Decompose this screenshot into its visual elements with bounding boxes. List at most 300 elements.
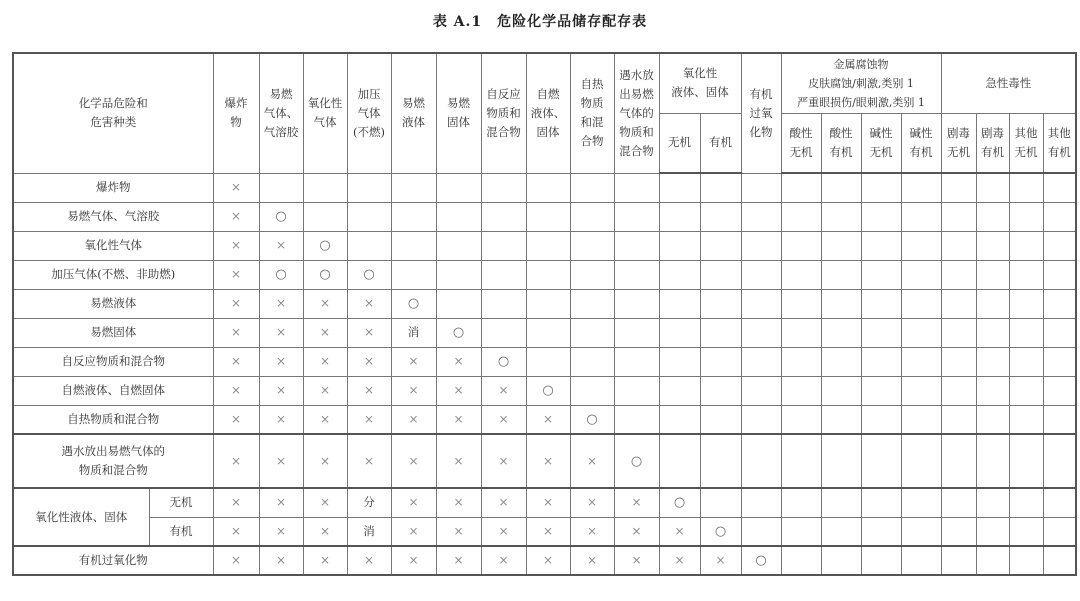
- incompatible-mark: ×: [213, 434, 259, 488]
- empty-cell: [614, 376, 659, 405]
- empty-cell: [976, 405, 1009, 434]
- empty-cell: [901, 546, 941, 575]
- empty-cell: [821, 231, 861, 260]
- incompatible-mark: ×: [213, 231, 259, 260]
- empty-cell: [1043, 231, 1076, 260]
- empty-cell: [976, 318, 1009, 347]
- empty-cell: [436, 202, 481, 231]
- empty-cell: [700, 376, 741, 405]
- header-text-line: 液体、固体: [671, 85, 729, 100]
- incompatible-mark: ×: [391, 546, 436, 575]
- empty-cell: [659, 231, 700, 260]
- header-text-line: 有机: [749, 86, 773, 101]
- empty-cell: [781, 517, 821, 546]
- empty-cell: [941, 517, 976, 546]
- empty-cell: [941, 434, 976, 488]
- empty-cell: [526, 202, 570, 231]
- table-row: [13, 546, 1076, 575]
- header-text-line: 爆炸: [224, 96, 248, 111]
- empty-cell: [941, 347, 976, 376]
- empty-cell: [659, 405, 700, 434]
- empty-cell: [821, 488, 861, 517]
- empty-cell: [1043, 546, 1076, 575]
- incompatible-mark: ×: [347, 318, 391, 347]
- header-column: [614, 53, 659, 173]
- compatible-mark: ○: [570, 405, 614, 434]
- header-text-line: 物质: [580, 96, 604, 111]
- empty-cell: [861, 318, 901, 347]
- empty-cell: [976, 434, 1009, 488]
- header-text-line: 无机: [789, 144, 813, 159]
- empty-cell: [570, 318, 614, 347]
- header-column: [347, 53, 391, 173]
- empty-cell: [481, 318, 526, 347]
- incompatible-mark: ×: [614, 546, 659, 575]
- header-text-line: 自反应: [486, 86, 521, 101]
- incompatible-mark: ×: [700, 546, 741, 575]
- incompatible-mark: ×: [303, 405, 347, 434]
- empty-cell: [861, 517, 901, 546]
- empty-cell: [259, 173, 303, 202]
- empty-cell: [391, 231, 436, 260]
- empty-cell: [821, 202, 861, 231]
- incompatible-mark: ×: [436, 434, 481, 488]
- incompatible-mark: ×: [347, 347, 391, 376]
- header-text-line: 液体、: [530, 105, 566, 120]
- empty-cell: [941, 202, 976, 231]
- empty-cell: [941, 488, 976, 517]
- empty-cell: [741, 173, 781, 202]
- empty-cell: [1043, 405, 1076, 434]
- header-text-line: 物质和: [619, 124, 654, 139]
- header-column: [436, 53, 481, 173]
- header-oxidizing-sub: 无机: [659, 113, 700, 173]
- incompatible-mark: ×: [391, 405, 436, 434]
- header-corrosive-sub: [821, 113, 861, 173]
- header-text-line: 酸性: [829, 125, 853, 140]
- empty-cell: [741, 231, 781, 260]
- empty-cell: [570, 173, 614, 202]
- incompatible-mark: ×: [526, 517, 570, 546]
- header-text-line: 其他: [1014, 125, 1038, 140]
- empty-cell: [901, 231, 941, 260]
- incompatible-mark: ×: [614, 488, 659, 517]
- incompatible-mark: ×: [391, 434, 436, 488]
- empty-cell: [1043, 260, 1076, 289]
- row-label: 易燃液体: [13, 289, 213, 318]
- empty-cell: [821, 260, 861, 289]
- header-corrosive-sub: [781, 113, 821, 173]
- compatible-mark: ○: [526, 376, 570, 405]
- empty-cell: [1043, 173, 1076, 202]
- compatible-mark: ○: [659, 488, 700, 517]
- empty-cell: [614, 347, 659, 376]
- table-row: [13, 517, 1076, 546]
- header-text-line: 液体: [402, 115, 425, 130]
- empty-cell: [1043, 347, 1076, 376]
- empty-cell: [821, 546, 861, 575]
- header-column: [303, 53, 347, 173]
- empty-cell: [614, 173, 659, 202]
- empty-cell: [614, 260, 659, 289]
- row-label: 有机过氧化物: [13, 546, 213, 575]
- empty-cell: [741, 488, 781, 517]
- empty-cell: [941, 231, 976, 260]
- header-text-line: 易燃: [269, 86, 293, 101]
- empty-cell: [526, 289, 570, 318]
- incompatible-mark: ×: [570, 517, 614, 546]
- empty-cell: [941, 405, 976, 434]
- incompatible-mark: ×: [303, 289, 347, 318]
- empty-cell: [391, 173, 436, 202]
- empty-cell: [741, 289, 781, 318]
- table-row: [13, 488, 1076, 517]
- empty-cell: [741, 517, 781, 546]
- empty-cell: [821, 376, 861, 405]
- compatible-mark: ○: [303, 231, 347, 260]
- header-toxic-sub: [1009, 113, 1043, 173]
- incompatible-mark: ×: [391, 347, 436, 376]
- header-text-line: 剧毒: [981, 125, 1005, 140]
- row-label-line: 物质和混合物: [78, 463, 148, 477]
- incompatible-mark: ×: [570, 546, 614, 575]
- empty-cell: [941, 289, 976, 318]
- header-text-line: 无机: [1014, 144, 1038, 159]
- incompatible-mark: ×: [259, 347, 303, 376]
- incompatible-mark: ×: [436, 517, 481, 546]
- empty-cell: [976, 173, 1009, 202]
- header-text-line: 有机: [909, 144, 933, 159]
- incompatible-mark: ×: [259, 405, 303, 434]
- incompatible-mark: ×: [213, 202, 259, 231]
- header-text-line: 碱性: [869, 125, 893, 140]
- empty-cell: [659, 318, 700, 347]
- row-sublabel: 有机: [149, 517, 213, 546]
- table-row: [13, 202, 1076, 231]
- empty-cell: [659, 376, 700, 405]
- incompatible-mark: ×: [391, 376, 436, 405]
- incompatible-mark: ×: [436, 347, 481, 376]
- empty-cell: [976, 289, 1009, 318]
- incompatible-mark: ×: [259, 434, 303, 488]
- header-text-line: 化物: [749, 124, 773, 139]
- incompatible-mark: ×: [526, 488, 570, 517]
- header-text-line: 混合物: [619, 143, 654, 158]
- empty-cell: [976, 517, 1009, 546]
- header-oxidizing-group: [659, 53, 741, 113]
- table-row: [13, 376, 1076, 405]
- empty-cell: [741, 405, 781, 434]
- empty-cell: [1009, 376, 1043, 405]
- incompatible-mark: ×: [659, 517, 700, 546]
- empty-cell: [1009, 405, 1043, 434]
- table-row: [13, 173, 1076, 202]
- empty-cell: [901, 376, 941, 405]
- header-text-line: 气溶胶: [263, 124, 299, 139]
- header-text-line: 氧化性: [307, 96, 343, 111]
- header-text-line: 出易燃: [619, 86, 654, 101]
- empty-cell: [861, 376, 901, 405]
- incompatible-mark: ×: [481, 546, 526, 575]
- empty-cell: [303, 173, 347, 202]
- empty-cell: [821, 517, 861, 546]
- empty-cell: [700, 289, 741, 318]
- incompatible-mark: ×: [213, 488, 259, 517]
- empty-cell: [1043, 434, 1076, 488]
- incompatible-mark: ×: [347, 546, 391, 575]
- empty-cell: [741, 260, 781, 289]
- header-text-line: 酸性: [789, 125, 813, 140]
- header-text-line: 易燃: [447, 96, 470, 111]
- empty-cell: [1009, 202, 1043, 231]
- empty-cell: [481, 231, 526, 260]
- empty-cell: [861, 231, 901, 260]
- conditional-mark: 分: [347, 488, 391, 517]
- empty-cell: [570, 376, 614, 405]
- incompatible-mark: ×: [391, 488, 436, 517]
- empty-cell: [976, 260, 1009, 289]
- empty-cell: [526, 318, 570, 347]
- empty-cell: [901, 202, 941, 231]
- empty-cell: [700, 488, 741, 517]
- incompatible-mark: ×: [213, 318, 259, 347]
- incompatible-mark: ×: [259, 376, 303, 405]
- incompatible-mark: ×: [436, 488, 481, 517]
- incompatible-mark: ×: [213, 347, 259, 376]
- header-text-line: 氧化性: [682, 66, 718, 81]
- header-text-line: 气体: [357, 105, 381, 120]
- empty-cell: [976, 347, 1009, 376]
- empty-cell: [1009, 231, 1043, 260]
- empty-cell: [526, 231, 570, 260]
- empty-cell: [1009, 546, 1043, 575]
- header-text-line: 危害种类: [90, 115, 137, 130]
- empty-cell: [781, 405, 821, 434]
- header-toxic-sub: [941, 113, 976, 173]
- header-text-line: 严重眼损伤/眼刺激,类别 1: [797, 95, 925, 109]
- header-column: [481, 53, 526, 173]
- header-text-line: 混合物: [486, 124, 521, 139]
- empty-cell: [901, 488, 941, 517]
- empty-cell: [861, 202, 901, 231]
- empty-cell: [1009, 318, 1043, 347]
- empty-cell: [976, 488, 1009, 517]
- incompatible-mark: ×: [347, 376, 391, 405]
- header-column: [570, 53, 614, 173]
- empty-cell: [1009, 488, 1043, 517]
- incompatible-mark: ×: [526, 546, 570, 575]
- header-text-line: 化学品危险和: [78, 96, 148, 111]
- incompatible-mark: ×: [481, 488, 526, 517]
- empty-cell: [481, 173, 526, 202]
- compatible-mark: ○: [347, 260, 391, 289]
- empty-cell: [659, 202, 700, 231]
- empty-cell: [1043, 318, 1076, 347]
- empty-cell: [1009, 434, 1043, 488]
- empty-cell: [570, 231, 614, 260]
- empty-cell: [741, 202, 781, 231]
- header-text-line: (不燃): [353, 124, 385, 139]
- empty-cell: [821, 173, 861, 202]
- header-column: [259, 53, 303, 173]
- row-label: 自热物质和混合物: [13, 405, 213, 434]
- compatible-mark: ○: [259, 202, 303, 231]
- incompatible-mark: ×: [659, 546, 700, 575]
- incompatible-mark: ×: [303, 517, 347, 546]
- empty-cell: [526, 347, 570, 376]
- header-text-line: 物: [230, 115, 242, 130]
- empty-cell: [391, 202, 436, 231]
- empty-cell: [901, 260, 941, 289]
- incompatible-mark: ×: [259, 231, 303, 260]
- empty-cell: [1043, 488, 1076, 517]
- empty-cell: [481, 202, 526, 231]
- empty-cell: [526, 173, 570, 202]
- empty-cell: [781, 202, 821, 231]
- header-text-line: 其他: [1047, 125, 1071, 140]
- row-label: 自燃液体、自燃固体: [13, 376, 213, 405]
- empty-cell: [614, 202, 659, 231]
- header-text-line: 无机: [869, 144, 893, 159]
- incompatible-mark: ×: [347, 289, 391, 318]
- empty-cell: [436, 231, 481, 260]
- incompatible-mark: ×: [303, 546, 347, 575]
- incompatible-mark: ×: [213, 546, 259, 575]
- row-label: 易燃气体、气溶胶: [13, 202, 213, 231]
- empty-cell: [781, 260, 821, 289]
- incompatible-mark: ×: [259, 546, 303, 575]
- header-text-line: 气体: [313, 115, 337, 130]
- empty-cell: [901, 173, 941, 202]
- empty-cell: [821, 405, 861, 434]
- header-text-line: 过氧: [749, 105, 773, 120]
- table-row: [13, 434, 1076, 488]
- empty-cell: [976, 202, 1009, 231]
- empty-cell: [861, 546, 901, 575]
- compatible-mark: ○: [700, 517, 741, 546]
- table-row: [13, 405, 1076, 434]
- empty-cell: [303, 202, 347, 231]
- incompatible-mark: ×: [391, 517, 436, 546]
- empty-cell: [861, 260, 901, 289]
- header-text-line: 自燃: [536, 86, 560, 101]
- header-text-line: 合物: [580, 134, 604, 149]
- empty-cell: [741, 347, 781, 376]
- header-text-line: 碱性: [909, 125, 933, 140]
- empty-cell: [614, 318, 659, 347]
- row-label: 易燃固体: [13, 318, 213, 347]
- empty-cell: [901, 289, 941, 318]
- row-sublabel: 无机: [149, 488, 213, 517]
- empty-cell: [901, 517, 941, 546]
- incompatible-mark: ×: [481, 517, 526, 546]
- header-organic-peroxide: [741, 53, 781, 173]
- empty-cell: [659, 289, 700, 318]
- empty-cell: [976, 231, 1009, 260]
- empty-cell: [700, 202, 741, 231]
- row-label: 爆炸物: [13, 173, 213, 202]
- incompatible-mark: ×: [526, 405, 570, 434]
- empty-cell: [941, 173, 976, 202]
- header-text-line: 和混: [580, 115, 604, 130]
- empty-cell: [700, 173, 741, 202]
- incompatible-mark: ×: [347, 405, 391, 434]
- empty-cell: [781, 434, 821, 488]
- incompatible-mark: ×: [614, 517, 659, 546]
- empty-cell: [741, 318, 781, 347]
- empty-cell: [700, 231, 741, 260]
- empty-cell: [347, 202, 391, 231]
- header-corrosive-sub: [901, 113, 941, 173]
- empty-cell: [821, 318, 861, 347]
- compatible-mark: ○: [303, 260, 347, 289]
- empty-cell: [821, 434, 861, 488]
- header-acute-toxicity-group: 急性毒性: [941, 53, 1076, 113]
- empty-cell: [976, 376, 1009, 405]
- empty-cell: [436, 289, 481, 318]
- header-text-line: 气体的: [619, 105, 654, 120]
- table-row: [13, 231, 1076, 260]
- header-text-line: 加压: [357, 86, 381, 101]
- storage-compatibility-table: [12, 52, 1077, 576]
- empty-cell: [781, 546, 821, 575]
- header-text-line: 皮肤腐蚀/刺激,类别 1: [808, 76, 914, 90]
- empty-cell: [1043, 289, 1076, 318]
- empty-cell: [700, 260, 741, 289]
- incompatible-mark: ×: [481, 376, 526, 405]
- header-text-line: 气体、: [263, 105, 299, 120]
- header-text-line: 固体: [536, 124, 560, 139]
- empty-cell: [347, 173, 391, 202]
- incompatible-mark: ×: [259, 517, 303, 546]
- header-column: [526, 53, 570, 173]
- empty-cell: [781, 231, 821, 260]
- header-corrosive-sub: [861, 113, 901, 173]
- empty-cell: [526, 260, 570, 289]
- empty-cell: [659, 173, 700, 202]
- table-row: [13, 260, 1076, 289]
- empty-cell: [741, 434, 781, 488]
- empty-cell: [570, 202, 614, 231]
- header-text-line: 无机: [947, 144, 971, 159]
- empty-cell: [1009, 260, 1043, 289]
- incompatible-mark: ×: [213, 405, 259, 434]
- header-text-line: 有机: [981, 144, 1005, 159]
- empty-cell: [1009, 289, 1043, 318]
- empty-cell: [436, 173, 481, 202]
- header-corrosive-group: [781, 53, 941, 113]
- header-column: [391, 53, 436, 173]
- empty-cell: [941, 376, 976, 405]
- incompatible-mark: ×: [213, 517, 259, 546]
- incompatible-mark: ×: [303, 434, 347, 488]
- table-row: [13, 318, 1076, 347]
- header-text-line: 固体: [447, 115, 470, 130]
- incompatible-mark: ×: [526, 434, 570, 488]
- incompatible-mark: ×: [213, 260, 259, 289]
- empty-cell: [659, 347, 700, 376]
- incompatible-mark: ×: [303, 376, 347, 405]
- incompatible-mark: ×: [570, 488, 614, 517]
- row-label-line: 遇水放出易燃气体的: [61, 444, 165, 458]
- empty-cell: [700, 405, 741, 434]
- empty-cell: [659, 434, 700, 488]
- header-text-line: 有机: [1047, 144, 1071, 159]
- incompatible-mark: ×: [259, 488, 303, 517]
- incompatible-mark: ×: [303, 347, 347, 376]
- table-row: [13, 289, 1076, 318]
- table-title: 表 A.1 危险化学品储存配存表: [432, 14, 648, 30]
